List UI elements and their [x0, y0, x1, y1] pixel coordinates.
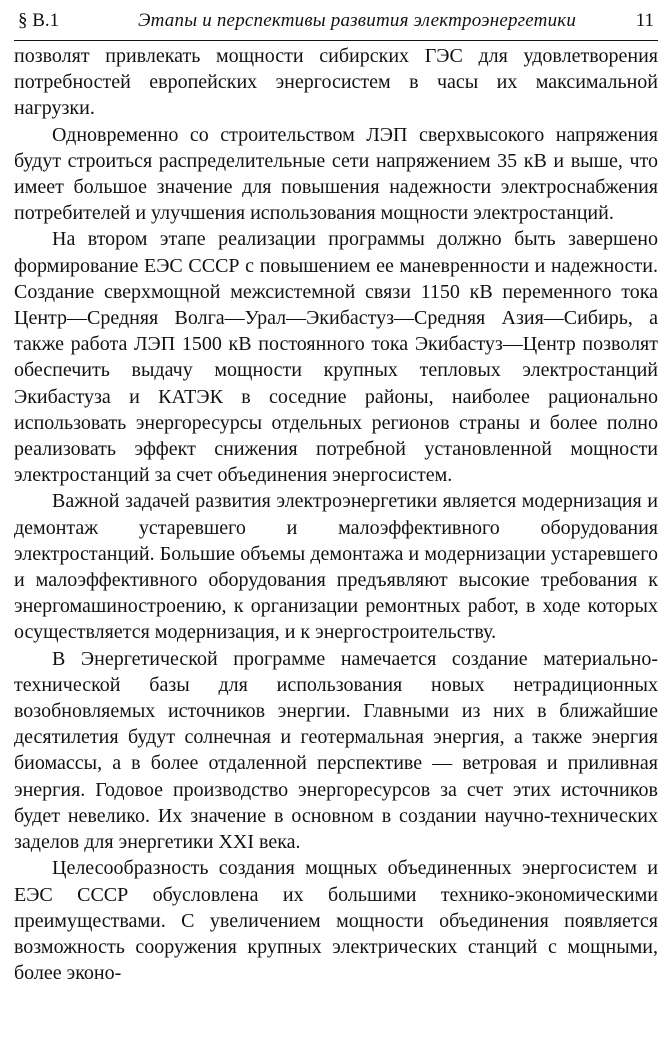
running-header	[14, 6, 658, 36]
body-text	[14, 43, 658, 986]
running-title: Этапы и перспективы развития электроэнергетики	[138, 10, 577, 31]
paragraph: Одновременно со строительством ЛЭП сверхвысокого напряжения будут строиться распределительные сети напряжением 35 кВ и выше, что имеет большое значение для повышения надежности электроснабжения потребителей и улучшения использования мощности электростанций.	[14, 123, 658, 225]
paragraph: Важной задачей развития электроэнергетики является модернизация и демонтаж устаревшего и малоэффективного оборудования электростанций. Большие объемы демонтажа и модернизации устаревшего и малоэффективного оборудования предъявляют высокие требования к энергомашиностроению, к организации ремонтных работ, в ходе которых осуществляется модернизация, и к энергостроительству.	[14, 490, 658, 644]
paragraph: В Энергетической программе намечается создание материально-технической базы для использования новых нетрадиционных возобновляемых источников энергии. Главными из них в ближайшие десятилетия будут солнечная и геотермальная энергия, а также энергия биомассы, а в более отдаленной перспективе — ветровая и приливная энергия. Годовое производство энергоресурсов за счет этих источников будет невелико. Их значение в основном в создании научно-технических заделов для энергетики XXI века.	[14, 647, 658, 854]
page-number: 11	[635, 10, 654, 31]
paragraph-continuation: позволят привлекать мощности сибирских ГЭС для удовлетворения потребностей европейских энергосистем в часы их максимальной нагрузки.	[14, 45, 658, 120]
paragraph: На втором этапе реализации программы должно быть завершено формирование ЕЭС СССР с повышением ее маневренности и надежности. Создание сверхмощной межсистемной связи 1150 кВ переменного тока Центр—Средняя Волга—Урал—Экибастуз—Средняя Азия—Сибирь, а также работа ЛЭП 1500 кВ постоянного тока Экибастуз—Центр позволят обеспечить выдачу мощности крупных тепловых электростанций Экибастуза и КАТЭК в соседние районы, наиболее рационально использовать энергоресурсы отдельных регионов страны и более полно реализовать эффект снижения потребной установленной мощности электростанций за счет объединения энергосистем.	[14, 228, 658, 487]
section-number: § В.1	[18, 10, 60, 31]
header-rule	[14, 40, 658, 41]
paragraph: Целесообразность создания мощных объединенных энергосистем и ЕЭС СССР обусловлена их большими технико-экономическими преимуществами. С увеличением мощности объединения появляется возможность сооружения крупных электрических станций с мощными, более эконо-	[14, 857, 658, 985]
